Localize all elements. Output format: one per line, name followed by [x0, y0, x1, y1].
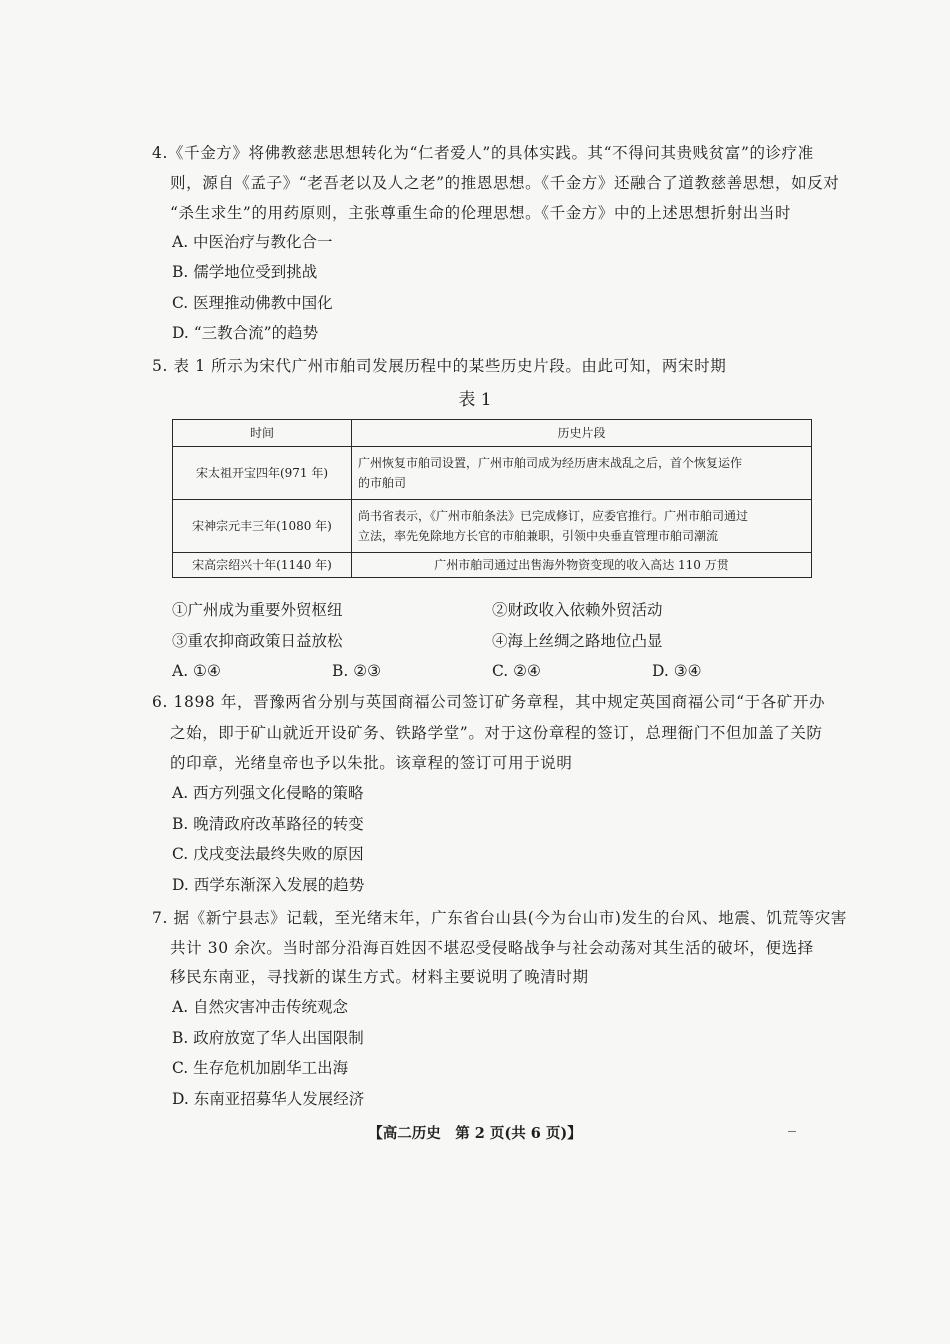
question-6-line-2: 之始，即于矿山就近开设矿务、铁路学堂”。对于这份章程的签订，总理衙门不但加盖了关防 [170, 724, 823, 742]
table-caption: 表 1 [458, 390, 492, 410]
table-cell-event: 广州市舶司通过出售海外物资变现的收入高达 110 万贯 [352, 553, 812, 578]
question-5-option-b: B. ②③ [332, 662, 382, 680]
table-cell-event [352, 500, 812, 553]
question-4-option-b: B. 儒学地位受到挑战 [172, 263, 318, 281]
question-7-line-3: 移民东南亚，寻找新的谋生方式。材料主要说明了晚清时期 [170, 968, 589, 986]
question-5-option-d: D. ③④ [652, 662, 702, 680]
question-7-option-a: A. 自然灾害冲击传统观念 [172, 998, 349, 1016]
statement-2: ②财政收入依赖外贸活动 [492, 601, 663, 619]
table-cell-time: 宋太祖开宝四年(971 年) [173, 447, 352, 500]
question-5-option-c: C. ②④ [492, 662, 541, 680]
question-4-option-a: A. 中医治疗与教化合一 [172, 233, 333, 251]
table-header-time: 时间 [173, 420, 352, 447]
question-4-option-d: D. “三教合流”的趋势 [172, 324, 319, 342]
question-6-option-a: A. 西方列强文化侵略的策略 [172, 784, 364, 802]
statement-1: ①广州成为重要外贸枢纽 [172, 601, 343, 619]
table-row [173, 447, 812, 500]
scan-mark [788, 1131, 796, 1132]
question-6-line-1: 6. 1898 年，晋豫两省分别与英国商福公司签订矿务章程，其中规定英国商福公司“于各矿开办 [152, 693, 826, 711]
question-6-option-b: B. 晚清政府改革路径的转变 [172, 815, 364, 833]
question-4-line-1: 4.《千金方》将佛教慈悲思想转化为“仁者爱人”的具体实践。其“不得问其贵贱贫富”的诊疗准 [152, 144, 814, 162]
question-7-option-c: C. 生存危机加剧华工出海 [172, 1059, 349, 1077]
table-cell-line: 的市舶司 [358, 476, 407, 490]
question-6-option-d: D. 西学东渐深入发展的趋势 [172, 876, 365, 894]
question-7-line-2: 共计 30 余次。当时部分沿海百姓因不堪忍受侵略战争与社会动荡对其生活的破坏，便选择 [170, 939, 814, 957]
table-cell-time: 宋神宗元丰三年(1080 年) [173, 500, 352, 553]
page-footer: 【高二历史 第 2 页(共 6 页)】 [368, 1125, 582, 1142]
question-6-line-3: 的印章，光绪皇帝也予以朱批。该章程的签订可用于说明 [170, 754, 573, 772]
question-7-option-b: B. 政府放宽了华人出国限制 [172, 1029, 364, 1047]
question-7-line-1: 7. 据《新宁县志》记载，至光绪末年，广东省台山县(今为台山市)发生的台风、地震、饥荒等灾害 [152, 909, 847, 927]
table-row [173, 553, 812, 578]
question-4-option-c: C. 医理推动佛教中国化 [172, 294, 333, 312]
question-4-line-2: 则，源自《孟子》“老吾老以及人之老”的推恩思想。《千金方》还融合了道教慈善思想，如反对 [170, 174, 840, 192]
question-6-option-c: C. 戊戌变法最终失败的原因 [172, 845, 364, 863]
table-header-event: 历史片段 [352, 420, 812, 447]
question-5-stem: 5. 表 1 所示为宋代广州市舶司发展历程中的某些历史片段。由此可知，两宋时期 [152, 357, 727, 375]
question-7-option-d: D. 东南亚招募华人发展经济 [172, 1090, 365, 1108]
table-row [173, 500, 812, 553]
table-header-row [173, 420, 812, 447]
statement-4: ④海上丝绸之路地位凸显 [492, 632, 663, 650]
history-table [172, 419, 812, 578]
table-cell-event [352, 447, 812, 500]
question-4-line-3: “杀生求生”的用药原则，主张尊重生命的伦理思想。《千金方》中的上述思想折射出当时 [170, 204, 792, 222]
table-cell-line: 尚书省表示，《广州市舶条法》已完成修订，应委官推行。广州市舶司通过 [358, 509, 749, 523]
table-cell-line: 立法，率先免除地方长官的市舶兼职，引领中央垂直管理市舶司潮流 [358, 529, 719, 543]
table-cell-line: 广州恢复市舶司设置，广州市舶司成为经历唐末战乱之后，首个恢复运作 [358, 456, 743, 470]
table-cell-time: 宋高宗绍兴十年(1140 年) [173, 553, 352, 578]
statement-3: ③重农抑商政策日益放松 [172, 632, 343, 650]
question-5-option-a: A. ①④ [172, 662, 221, 680]
